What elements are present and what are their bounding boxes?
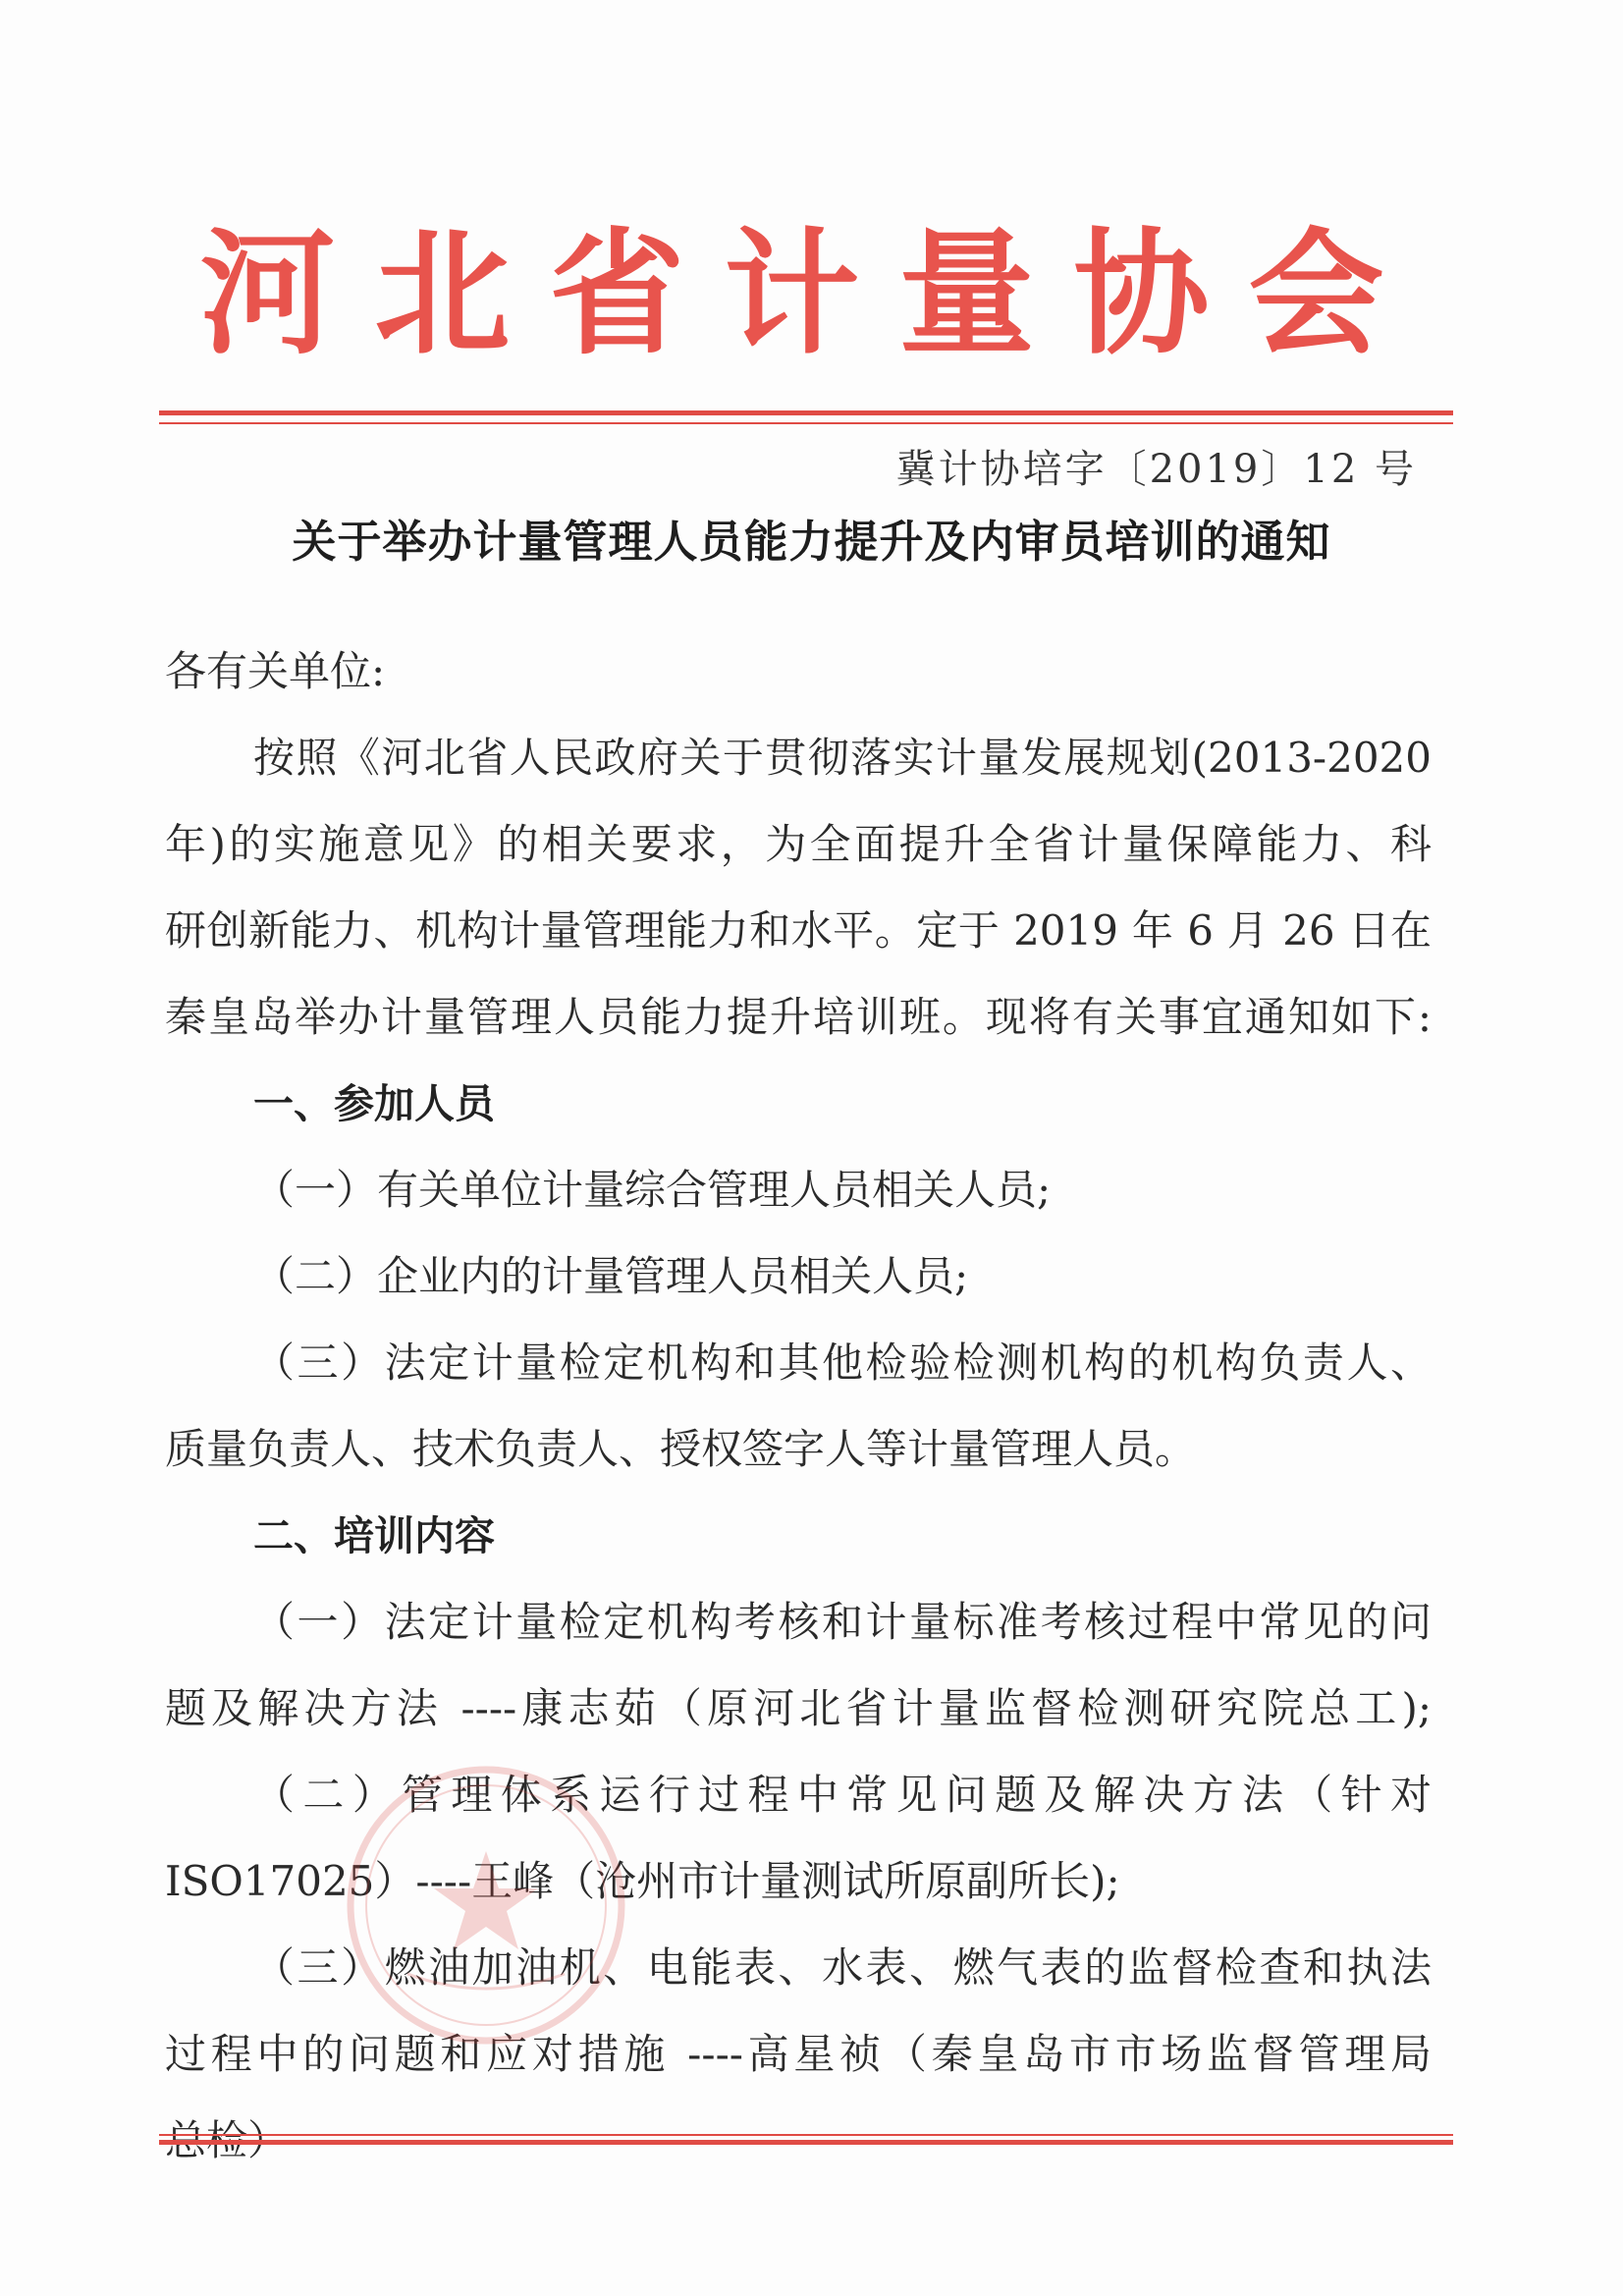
intro-line-4: 秦皇岛举办计量管理人员能力提升培训班。现将有关事宜通知如下: [165,993,1432,1041]
footer-rule-thick [159,2140,1453,2145]
section-1-item-2: （二）企业内的计量管理人员相关人员; [253,1252,969,1300]
intro-line-2: 年)的实施意见》的相关要求，为全面提升全省计量保障能力、科 [165,820,1432,868]
section-2-item-2-line-2: ISO17025）----王峰（沧州市计量测试所原副所长); [165,1857,1120,1905]
intro-line-3: 研创新能力、机构计量管理能力和水平。定于 2019 年 6 月 26 日在 [165,906,1432,955]
section-2-item-2-line-1: （二）管理体系运行过程中常见问题及解决方法（针对 [253,1771,1432,1819]
section-2-item-1-line-2: 题及解决方法 ----康志茹（原河北省计量监督检测研究院总工); [165,1684,1432,1732]
intro-line-1: 按照《河北省人民政府关于贯彻落实计量发展规划(2013-2020 [253,734,1432,782]
salutation: 各有关单位: [165,647,386,695]
section-1-item-3-line-1: （三）法定计量检定机构和其他检验检测机构的机构负责人、 [253,1339,1432,1387]
letterhead-rule-thin [159,422,1453,424]
letterhead-rule-thick [159,410,1453,415]
section-1-item-3-line-2: 质量负责人、技术负责人、授权签字人等计量管理人员。 [165,1425,1197,1473]
document-body [165,629,1432,2184]
section-1-item-1: （一）有关单位计量综合管理人员相关人员; [253,1166,1052,1214]
section-2-item-1-line-1: （一）法定计量检定机构考核和计量标准考核过程中常见的问 [253,1598,1432,1646]
letterhead-org-name: 河北省计量协会 [199,215,1424,373]
document-title: 关于举办计量管理人员能力提升及内审员培训的通知 [292,516,1331,568]
section-2-item-3-line-2: 过程中的问题和应对措施 ----高星祯（秦皇岛市市场监督管理局 [165,2030,1432,2078]
section-1-heading: 一、参加人员 [253,1080,495,1127]
section-2-heading: 二、培训内容 [253,1512,495,1559]
document-number: 冀计协培字〔2019〕12 号 [895,447,1417,492]
section-2-item-3-line-1: （三）燃油加油机、电能表、水表、燃气表的监督检查和执法 [253,1943,1432,1992]
footer-rule-thin [159,2134,1453,2136]
